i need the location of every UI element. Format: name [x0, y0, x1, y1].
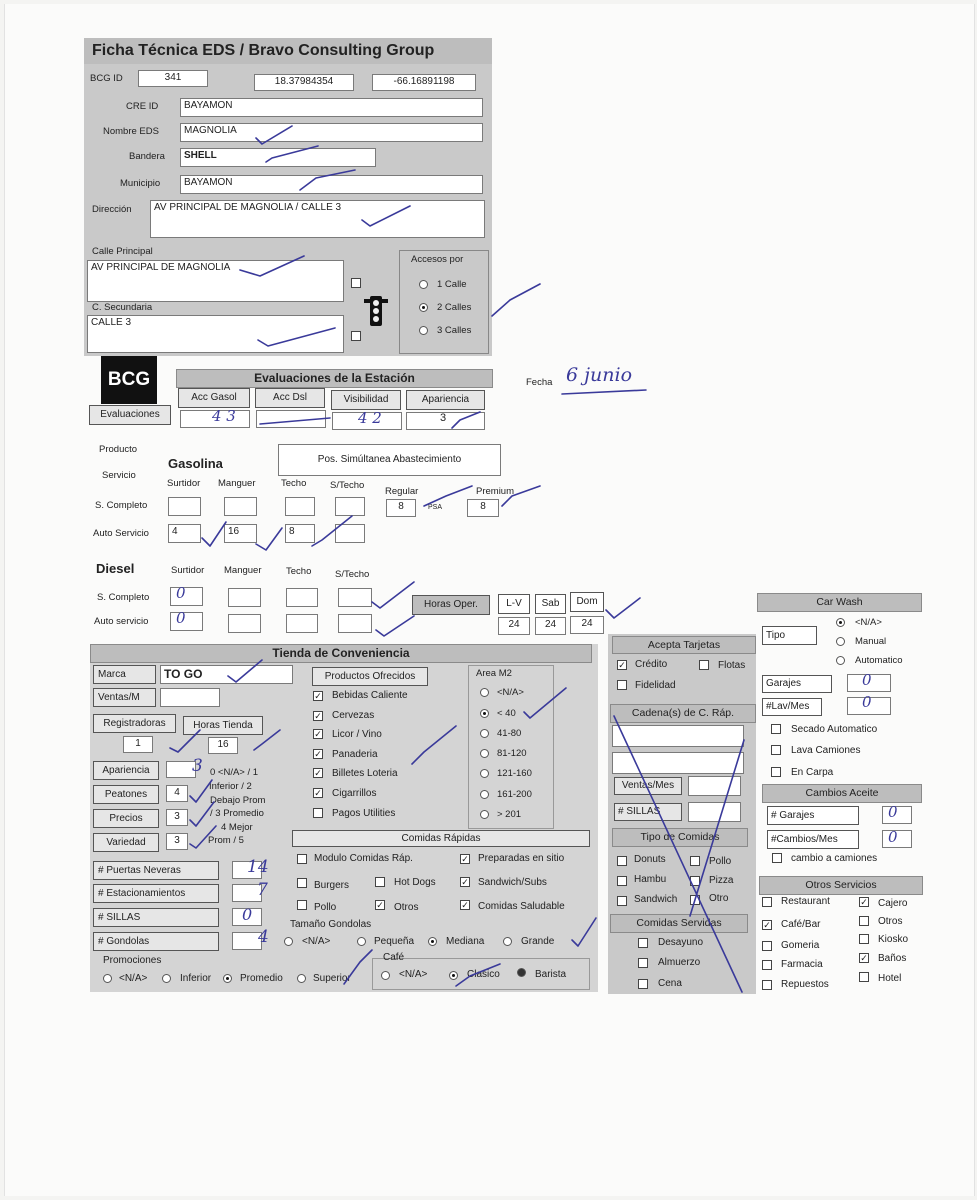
comida-5-label: Pollo — [314, 902, 337, 913]
tipo-2-label: Hambu — [634, 874, 667, 885]
comida-4-checkbox[interactable]: ✓ — [461, 877, 469, 887]
cambio-camiones-label: cambio a camiones — [791, 853, 878, 864]
otros-left-2-label: Gomeria — [781, 940, 820, 951]
scale-line-2: Inferior / 2 — [209, 781, 252, 792]
evaluaciones-header: Evaluaciones de la Estación — [176, 369, 493, 388]
promo-3-label: Superior — [313, 973, 351, 984]
check-mark — [492, 284, 540, 316]
check-mark — [170, 730, 200, 752]
gondolas-value: 4 — [258, 927, 269, 947]
acc-gasol-header: Acc Gasol — [178, 388, 250, 408]
visibilidad-header: Visibilidad — [331, 390, 401, 410]
check-mark — [562, 390, 646, 394]
municipio-label: Municipio — [120, 178, 161, 189]
bcg-id-field[interactable]: 341 — [138, 70, 208, 87]
cafe-0-label: <N/A> — [399, 969, 428, 980]
check-mark — [456, 964, 500, 986]
horas-sab-field[interactable]: 24 — [535, 617, 566, 635]
gas-col-stecho: S/Techo — [330, 480, 365, 491]
estac-label: # Estacionamientos — [93, 884, 219, 903]
estac-value: 7 — [257, 880, 268, 900]
gas-as-manguer[interactable]: 16 — [224, 524, 257, 543]
puertas-value: 14 — [247, 857, 269, 877]
check-mark — [572, 918, 596, 946]
check-mark — [524, 688, 566, 718]
area-4-label: 121-160 — [497, 768, 532, 779]
tipo-5-label: Otro — [709, 893, 729, 904]
otros-left-1-label: Café/Bar — [781, 919, 821, 930]
dsl-sc-surtidor-value: 0 — [176, 584, 186, 602]
aceite-garajes-value: 0 — [888, 803, 898, 821]
producto-3-label: Panaderia — [332, 749, 378, 760]
horas-tienda-label: Horas Tienda — [183, 716, 263, 735]
check-mark — [228, 660, 262, 682]
promo-2-label: Promedio — [240, 973, 283, 984]
cadenas-header: Cadena(s) de C. Ráp. — [610, 704, 756, 723]
producto-label: Producto — [99, 444, 138, 455]
comida-7-checkbox[interactable]: ✓ — [461, 900, 469, 910]
bcg-id-label: BCG ID — [90, 73, 123, 84]
dsl-auto-label: Auto servicio — [94, 616, 149, 627]
check-mark — [254, 730, 280, 750]
accesos-2-label: 2 Calles — [437, 302, 472, 313]
carwash-tipo-label: Tipo — [762, 626, 817, 645]
cafe-1-label: Clasico — [467, 969, 500, 980]
gas-col-techo: Techo — [281, 478, 307, 489]
check-mark — [190, 826, 216, 848]
comida-2-label: Burgers — [314, 880, 350, 891]
variedad-rating-label: Variedad — [93, 833, 159, 852]
gas-as-surtidor[interactable]: 4 — [168, 524, 201, 543]
dsl-col-techo: Techo — [286, 566, 312, 577]
check-mark — [376, 616, 414, 636]
check-mark — [362, 206, 410, 226]
gas-col-manguer: Manguer — [218, 478, 256, 489]
area-1-label: < 40 — [497, 708, 516, 719]
lava-camiones-label: Lava Camiones — [791, 745, 861, 756]
tienda-header: Tienda de Conveniencia — [90, 644, 592, 663]
marca-label: Marca — [93, 665, 156, 684]
calle-secundaria-field[interactable]: CALLE 3 — [87, 315, 344, 353]
servidas-0-label: Desayuno — [658, 937, 704, 948]
visibilidad-value: 4 2 — [358, 409, 382, 427]
comida-1-label: Preparadas en sitio — [478, 853, 565, 864]
check-mark — [190, 802, 214, 826]
cre-id-label: CRE ID — [126, 101, 159, 112]
horas-dom-field[interactable]: 24 — [570, 616, 604, 634]
horas-tienda-field[interactable]: 16 — [208, 737, 238, 754]
variedad-rating-field[interactable]: 3 — [166, 833, 188, 850]
precios-rating-label: Precios — [93, 809, 159, 828]
aceite-header: Cambios Aceite — [762, 784, 922, 803]
comida-6-label: Otros — [394, 902, 419, 913]
registradoras-label: Registradoras — [93, 714, 176, 733]
otros-left-0-label: Restaurant — [781, 896, 830, 907]
check-mark — [240, 256, 304, 276]
en-carpa-label: En Carpa — [791, 767, 834, 778]
comida-1-checkbox[interactable]: ✓ — [461, 854, 469, 864]
calle-principal-field[interactable]: AV PRINCIPAL DE MAGNOLIA — [87, 260, 344, 302]
otros-right-1-label: Otros — [878, 916, 903, 927]
precios-rating-field[interactable]: 3 — [166, 809, 188, 826]
dsl-col-stecho: S/Techo — [335, 569, 370, 580]
aceite-garajes-label: # Garajes — [767, 806, 859, 825]
horas-oper-button[interactable]: Horas Oper. — [412, 595, 490, 615]
direccion-field[interactable]: AV PRINCIPAL DE MAGNOLIA / CALLE 3 — [150, 200, 485, 238]
gasolina-title: Gasolina — [168, 456, 223, 471]
apariencia-rating-value: 3 — [192, 756, 203, 776]
cross-out-line — [614, 716, 742, 992]
producto-2-label: Licor / Vino — [332, 729, 382, 740]
dsl-col-surtidor: Surtidor — [171, 565, 205, 576]
calle-secundaria-label: C. Secundaria — [92, 302, 153, 313]
tipo-3-label: Pizza — [709, 875, 734, 886]
producto-5-checkbox[interactable]: ✓ — [314, 788, 322, 798]
scale-line-5: 4 Mejor — [221, 822, 253, 833]
area-0-label: <N/A> — [497, 687, 524, 698]
sillas-label: # SILLAS — [93, 908, 219, 927]
gondolas-size-3-label: Grande — [521, 936, 555, 947]
comida-6-checkbox[interactable]: ✓ — [376, 900, 384, 910]
producto-0-label: Bebidas Caliente — [332, 690, 408, 701]
accesos-3-label: 3 Calles — [437, 325, 472, 336]
apariencia-value: 3 — [440, 412, 447, 424]
pos-simultanea-box: Pos. Simúltanea Abastecimiento — [278, 444, 501, 476]
carwash-tipo-2-label: Automatico — [855, 655, 903, 666]
productos-header: Productos Ofrecidos — [312, 667, 428, 686]
carwash-tipo-1-label: Manual — [855, 636, 887, 647]
premium-label: Premium — [476, 486, 515, 497]
check-mark — [502, 486, 540, 506]
credito-label: Crédito — [635, 659, 668, 670]
fecha-label: Fecha — [526, 377, 553, 388]
latitude-field[interactable]: 18.37984354 — [254, 74, 354, 91]
otros-servicios-header: Otros Servicios — [759, 876, 923, 895]
check-mark — [202, 522, 226, 546]
cr-ventas-label: Ventas/Mes — [614, 777, 682, 795]
comidas-header: Comidas Rápidas — [292, 830, 590, 847]
otros-right-4-label: Hotel — [878, 973, 902, 984]
aceite-cambios-label: #Cambios/Mes — [767, 830, 859, 849]
horas-dom-header: Dom — [570, 592, 604, 612]
marca-field[interactable]: TO GO — [160, 665, 293, 684]
gondolas-size-1-label: Pequeña — [374, 936, 415, 947]
cross-out-line — [690, 740, 744, 916]
area-5-label: 161-200 — [497, 789, 532, 800]
puertas-label: # Puertas Neveras — [93, 861, 219, 880]
cre-id-field[interactable]: BAYAMON — [180, 98, 483, 117]
regular-label: Regular — [385, 486, 419, 497]
area-2-label: 41-80 — [497, 728, 522, 739]
sillas-value: 0 — [242, 905, 253, 924]
area-6-label: > 201 — [497, 809, 522, 820]
check-mark — [606, 598, 640, 618]
form-title: Ficha Técnica EDS / Bravo Consulting Group — [84, 38, 492, 64]
check-mark — [256, 126, 292, 144]
carwash-tipo-0-label: <N/A> — [855, 617, 882, 628]
check-mark — [452, 412, 480, 428]
otros-right-2-label: Kiosko — [878, 934, 909, 945]
gondolas-size-label: Tamaño Gondolas — [290, 919, 372, 930]
gas-as-techo[interactable]: 8 — [285, 524, 315, 543]
acc-gasol-value: 4 3 — [212, 407, 236, 425]
servidas-1-label: Almuerzo — [658, 957, 701, 968]
cr-sillas-label: # SILLAS — [614, 803, 682, 821]
comidas-servidas-header: Comidas Servidas — [610, 914, 748, 933]
comida-3-label: Hot Dogs — [394, 877, 436, 888]
accesos-label: Accesos por — [411, 254, 464, 265]
ventas-label: Ventas/M — [93, 688, 156, 707]
horas-lv-header: L-V — [498, 594, 530, 614]
gas-s-completo-label: S. Completo — [95, 500, 148, 511]
gondolas-size-0-label: <N/A> — [302, 936, 331, 947]
bcg-logo: BCG — [101, 356, 157, 404]
peatones-rating-field[interactable]: 4 — [166, 785, 188, 802]
longitude-field[interactable]: -66.16891198 — [372, 74, 476, 91]
servicio-label: Servicio — [102, 470, 136, 481]
check-mark — [300, 170, 355, 190]
dsl-col-manguer: Manguer — [224, 565, 262, 576]
area-3-label: 81-120 — [497, 748, 527, 759]
producto-3-checkbox[interactable]: ✓ — [314, 749, 322, 759]
scale-line-4: / 3 Promedio — [210, 808, 264, 819]
nombre-field[interactable]: MAGNOLIA — [180, 123, 483, 142]
otros-left-3-label: Farmacia — [781, 959, 823, 970]
bandera-field[interactable]: SHELL — [180, 148, 376, 167]
secado-label: Secado Automatico — [791, 724, 878, 735]
dsl-s-completo-label: S. Completo — [97, 592, 150, 603]
cafe-label: Café — [383, 952, 405, 963]
producto-2-checkbox[interactable]: ✓ — [314, 729, 322, 739]
producto-5-label: Cigarrillos — [332, 788, 377, 799]
comida-0-label: Modulo Comidas Ráp. — [314, 853, 413, 864]
calle-principal-label: Calle Principal — [92, 246, 153, 257]
dsl-as-surtidor-value: 0 — [176, 609, 186, 627]
acc-dsl-header: Acc Dsl — [255, 388, 325, 408]
gondolas-size-2-label: Mediana — [446, 936, 485, 947]
producto-0-checkbox[interactable]: ✓ — [314, 691, 322, 701]
scale-line-6: Prom / 5 — [208, 835, 244, 846]
check-mark — [412, 726, 456, 764]
check-mark — [190, 780, 212, 802]
otros-right-3-checkbox[interactable]: ✓ — [860, 953, 868, 963]
credito-checkbox[interactable]: ✓ — [618, 660, 626, 670]
producto-6-label: Pagos Utilities — [332, 808, 396, 819]
tipo-4-label: Sandwich — [634, 894, 678, 905]
lav-label: #Lav/Mes — [762, 698, 822, 716]
otros-right-0-label: Cajero — [878, 898, 908, 909]
garajes-label: Garajes — [762, 675, 832, 693]
otros-right-3-label: Baños — [878, 953, 907, 964]
diesel-title: Diesel — [96, 561, 135, 576]
otros-left-1-checkbox[interactable]: ✓ — [763, 920, 771, 930]
check-mark — [258, 328, 335, 346]
direccion-label: Dirección — [92, 204, 132, 215]
psa-label: PSA — [428, 504, 443, 511]
lav-value: 0 — [862, 693, 872, 711]
scale-line-1: 0 <N/A> / 1 — [210, 767, 259, 778]
registradoras-field[interactable]: 1 — [123, 736, 153, 753]
producto-1-checkbox[interactable]: ✓ — [314, 711, 322, 721]
otros-right-0-checkbox[interactable]: ✓ — [860, 897, 868, 907]
gas-auto-label: Auto Servicio — [93, 528, 149, 539]
promociones-label: Promociones — [103, 955, 162, 966]
gondolas-label: # Gondolas — [93, 932, 219, 951]
accesos-1-label: 1 Calle — [437, 279, 467, 290]
tipo-comidas-header: Tipo de Comidas — [612, 828, 748, 847]
garajes-value: 0 — [862, 671, 872, 689]
producto-1-label: Cervezas — [332, 710, 375, 721]
gas-col-surtidor: Surtidor — [167, 478, 201, 489]
comida-4-label: Sandwich/Subs — [478, 877, 547, 888]
aceite-cambios-value: 0 — [888, 828, 898, 846]
promo-0-label: <N/A> — [119, 973, 148, 984]
fecha-value: 6 junio — [566, 364, 633, 386]
producto-4-label: Billetes Loteria — [332, 768, 398, 779]
area-label: Area M2 — [476, 668, 512, 679]
scale-line-3: Debajo Prom — [210, 795, 266, 806]
carwash-header: Car Wash — [757, 593, 922, 612]
peatones-rating-label: Peatones — [93, 785, 159, 804]
check-mark — [372, 582, 414, 608]
check-mark — [266, 146, 318, 162]
check-mark — [260, 418, 330, 424]
tarjetas-header: Acepta Tarjetas — [612, 636, 756, 654]
servidas-2-label: Cena — [658, 978, 682, 989]
check-mark — [256, 528, 282, 550]
comida-7-label: Comidas Saludable — [478, 901, 565, 912]
flotas-label: Flotas — [718, 660, 746, 671]
nombre-label: Nombre EDS — [103, 126, 159, 137]
horas-lv-field[interactable]: 24 — [498, 617, 530, 635]
regular-field[interactable]: 8 — [386, 499, 416, 517]
tipo-0-label: Donuts — [634, 854, 666, 865]
horas-sab-header: Sab — [535, 594, 566, 614]
cafe-2-label: Barista — [535, 969, 567, 980]
apariencia-header: Apariencia — [406, 390, 485, 410]
producto-4-checkbox[interactable]: ✓ — [314, 768, 322, 778]
bandera-label: Bandera — [129, 151, 165, 162]
evaluaciones-button[interactable]: Evaluaciones — [89, 405, 171, 425]
check-mark — [424, 486, 472, 506]
promo-1-label: Inferior — [180, 973, 212, 984]
tipo-1-label: Pollo — [709, 856, 732, 867]
municipio-field[interactable]: BAYAMON — [180, 175, 483, 194]
check-mark — [344, 950, 372, 984]
otros-left-4-label: Repuestos — [781, 979, 829, 990]
premium-field[interactable]: 8 — [467, 499, 499, 517]
check-mark — [312, 516, 352, 546]
apariencia-rating-label: Apariencia — [93, 761, 159, 780]
fidelidad-label: Fidelidad — [635, 680, 676, 691]
